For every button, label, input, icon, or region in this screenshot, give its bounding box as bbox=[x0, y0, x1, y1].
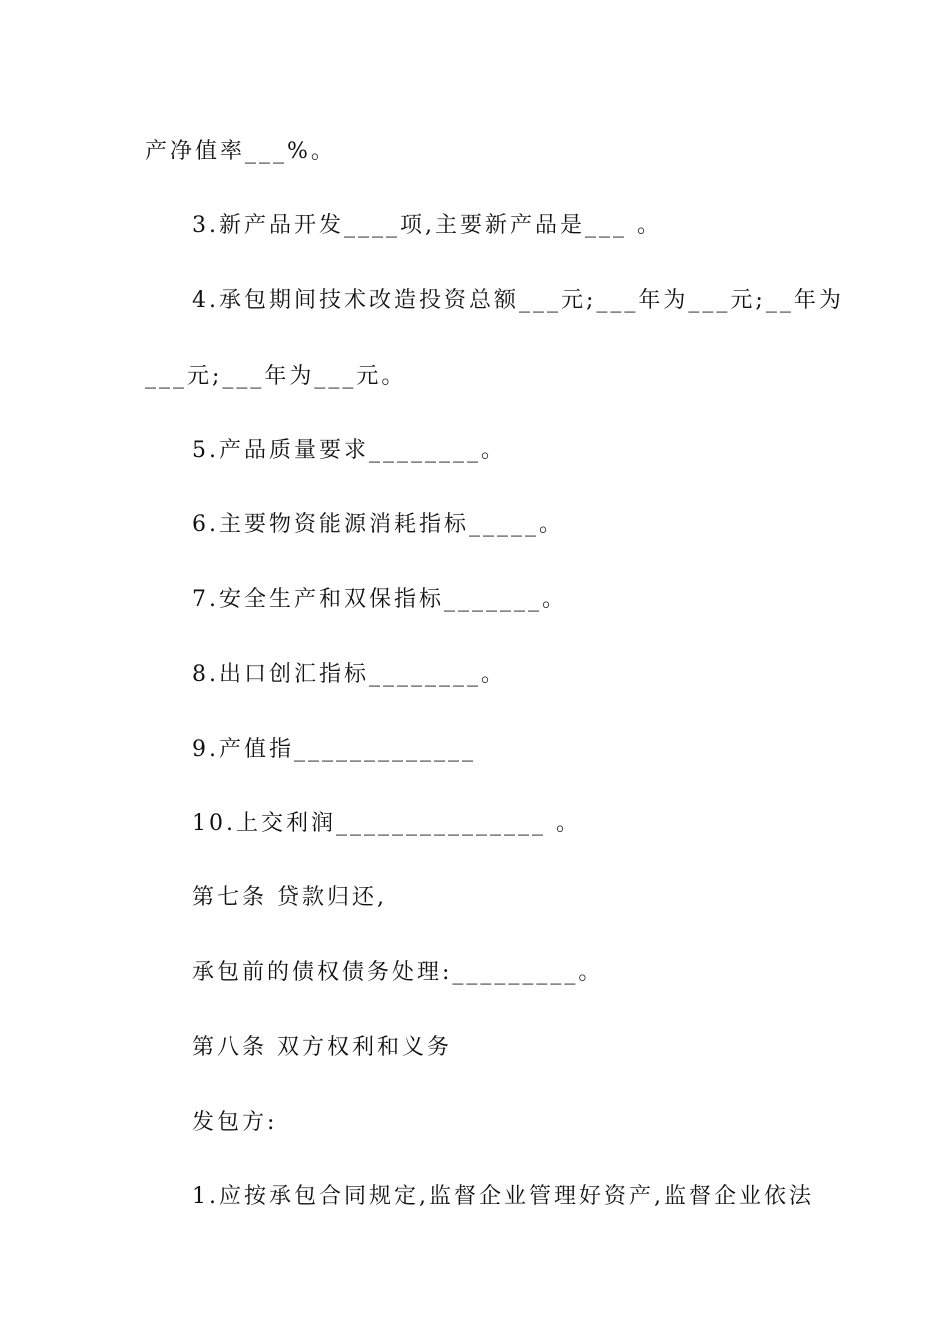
text-line-item-7: 7.安全生产和双保指标_______。 bbox=[192, 587, 567, 612]
article-8-heading: 第八条 双方权利和义务 bbox=[192, 1035, 452, 1060]
text-line-item-4-continuation: ___元;___年为___元。 bbox=[145, 364, 407, 389]
text-line-item-5: 5.产品质量要求________。 bbox=[192, 438, 506, 463]
text-line-item-9: 9.产值指_____________ bbox=[192, 737, 476, 762]
text-line-contractor: 发包方: bbox=[192, 1110, 278, 1135]
text-line-item-4: 4.承包期间技术改造投资总额___元;___年为___元;__年为 bbox=[192, 288, 844, 313]
text-line-debts: 承包前的债权债务处理:_________。 bbox=[192, 960, 604, 985]
text-line-duty-1: 1.应按承包合同规定,监督企业管理好资产,监督企业依法 bbox=[192, 1184, 814, 1209]
text-line-item-6: 6.主要物资能源消耗指标_____。 bbox=[192, 512, 564, 537]
article-7-heading: 第七条 贷款归还, bbox=[192, 885, 387, 910]
text-line-item-10: 10.上交利润_______________ 。 bbox=[192, 811, 581, 836]
text-line-continuation: 产净值率___%。 bbox=[145, 139, 336, 164]
text-line-item-3: 3.新产品开发____项,主要新产品是___ 。 bbox=[192, 213, 662, 238]
text-line-item-8: 8.出口创汇指标________。 bbox=[192, 662, 506, 687]
